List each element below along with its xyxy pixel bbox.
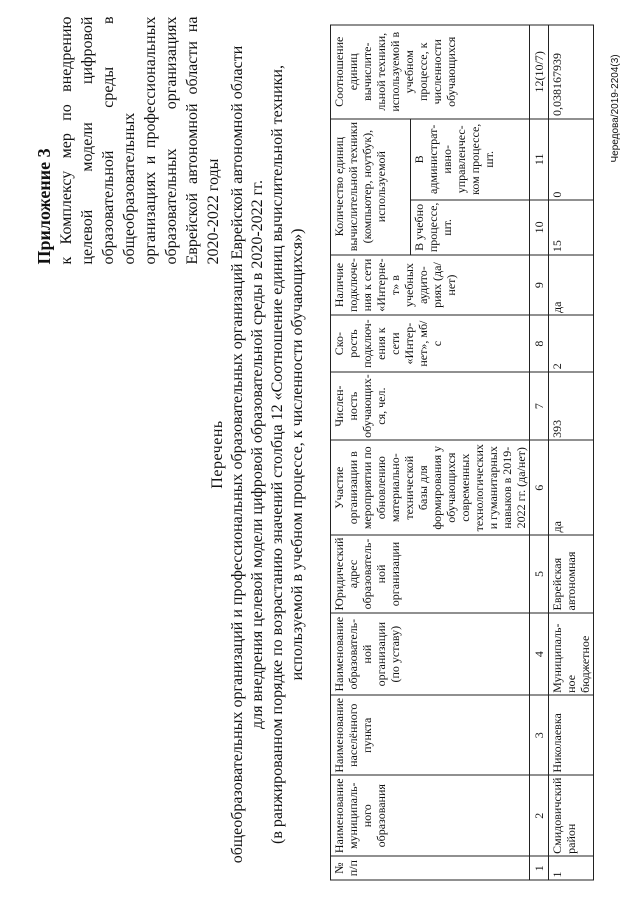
document-heading (208, 45, 308, 865)
column-number: 2 (530, 775, 549, 856)
cell-settlement: Николаевка (549, 695, 594, 775)
cell-pc-edu: 15 (549, 200, 594, 255)
column-number: 8 (530, 315, 549, 371)
cell-students: 393 (549, 372, 594, 441)
header-cell-internet: Наличие подключе-ния к сети «Интерне-т» в учебных аудито-риях (да/нет) (331, 255, 530, 316)
header-cell-settlement: Наименование населённого пункта (331, 695, 530, 775)
heading-line-4: используемой в учебном процессе, к численности обучающихся») (289, 228, 306, 681)
heading-title: Перечень (209, 420, 226, 489)
table-header-row (331, 25, 411, 880)
cell-pc-admin: 0 (549, 119, 594, 201)
appendix-text: к Комплексу мер по внедрению целевой модели цифровой образовательной среды в общеобразовательных организациях и профессиональных образовательных организациях Еврейской автономной области на 2020-2022 годы (58, 16, 222, 265)
cell-address: Еврейская автономная (549, 535, 594, 613)
heading-line-1: общеобразовательных организаций и профессиональных образовательных организаций Еврейской автономной области (229, 45, 246, 864)
header-cell-ratio: Соотношение единиц вычислите-льной техники, используемой в учебном процессе, к численности обучающихся (331, 25, 530, 119)
organizations-table (330, 25, 594, 881)
cell-ratio: 0,038167939 (549, 25, 594, 119)
column-number: 5 (530, 535, 549, 613)
column-number: 1 (530, 856, 549, 880)
cell-internet: да (549, 255, 594, 316)
column-number: 7 (530, 372, 549, 441)
header-cell-organization: Наименование образователь-ной организации (по уставу) (331, 613, 530, 695)
header-cell-pc-admin: В администрат-ивно-управленчес-ком процессе, шт. (411, 119, 530, 201)
cell-participation: да (549, 440, 594, 535)
header-cell-participation: Участие организации в мероприятии по обновлению материально-технической базы для формирования у обучающихся современных технологических и гуманитарных навыков в 2019-2022 гг. (да/нет) (331, 440, 530, 535)
footer-code: Чередова/2019-2204(3) (610, 54, 621, 163)
column-number: 9 (530, 255, 549, 316)
heading-line-2: для внедрения целевой модели цифровой образовательной среды в 2020-2022 гг. (249, 180, 266, 730)
column-number: 3 (530, 695, 549, 775)
header-cell-pc-edu: В учебно процессе, шт. (411, 200, 530, 255)
column-number: 10 (530, 200, 549, 255)
cell-num: 1 (549, 856, 594, 880)
header-cell-address: Юридический адрес образователь-ной организации (331, 535, 530, 613)
cell-municipality: Смидовичский район (549, 775, 594, 856)
table-number-row (530, 25, 549, 880)
header-cell-municipality: Наименование муниципаль-ного образования (331, 775, 530, 856)
column-number: 12(10/7) (530, 25, 549, 119)
header-cell-num: № п/п (331, 856, 530, 880)
header-cell-speed: Ско-рость подключ-ения к сети «Интер-нет», мб/с (331, 315, 530, 371)
cell-speed: 2 (549, 315, 594, 371)
appendix-block (34, 17, 224, 265)
cell-organization: Муниципаль-ное бюджетное (549, 613, 594, 695)
table-row (549, 25, 594, 880)
appendix-title: Приложение 3 (34, 148, 54, 265)
heading-line-3: (в ранжированном порядке по возрастанию значений столбца 12 «Соотношение единиц вычислительной техники, (269, 65, 286, 844)
column-number: 4 (530, 613, 549, 695)
column-number: 11 (530, 119, 549, 201)
column-number: 6 (530, 440, 549, 535)
header-cell-students: Числен-ность обучающих-ся, чел. (331, 372, 530, 441)
header-cell-computers-group: Количество единиц вычислительной техники (компьютер, ноутбук), используемой (331, 119, 411, 255)
